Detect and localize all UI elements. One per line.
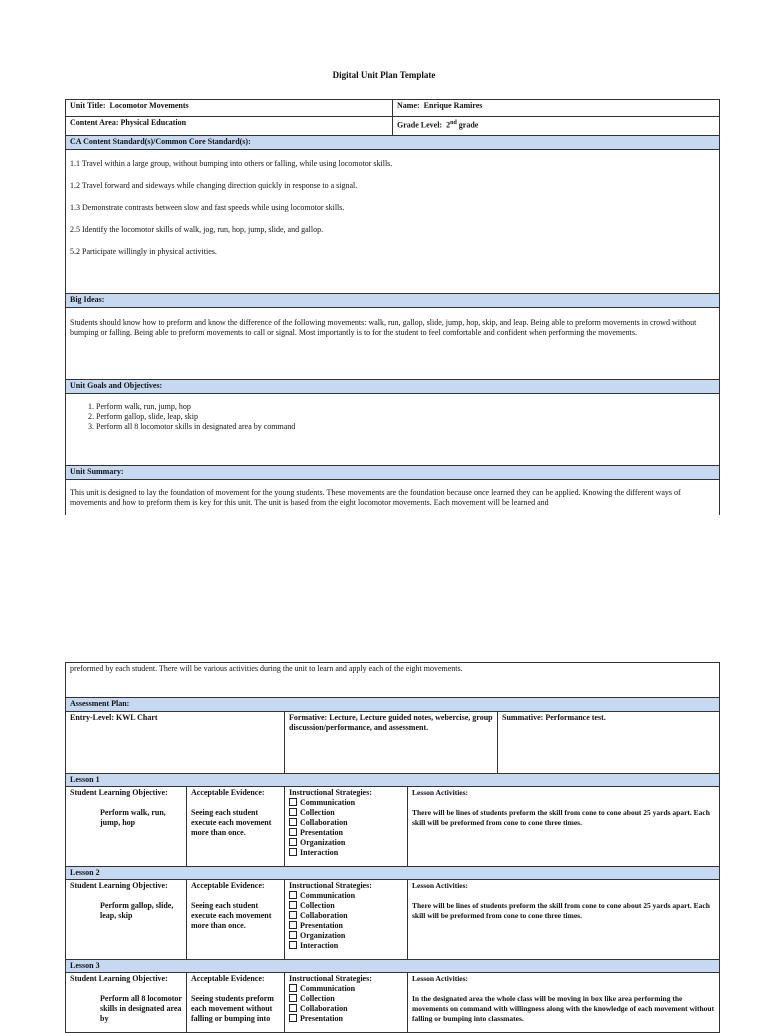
- lesson-1-evidence: Acceptable Evidence: Seeing each student execute each movement more than once.: [187, 787, 285, 867]
- standards-heading: CA Content Standard(s)/Common Core Standard(s):: [66, 136, 720, 150]
- lesson-3-activities: Lesson Activities: In the designated area the whole class will be moving in box like area performing the movements on command with willingness along with the knowledge of each movement without falling or bumping into classmates.: [408, 973, 720, 1033]
- assessment-heading: Assessment Plan:: [66, 698, 720, 712]
- checkbox-interaction: Interaction: [289, 941, 403, 951]
- lesson-2-strategies: Instructional Strategies: Communication Collection Collaboration Presentation Organization Interaction: [285, 880, 408, 960]
- checkbox-collaboration: Collaboration: [289, 1004, 403, 1014]
- document-title: Digital Unit Plan Template: [332, 70, 436, 80]
- checkbox-presentation: Presentation: [289, 921, 403, 931]
- goal-item: 2. Perform gallop, slide, leap, skip: [96, 412, 715, 422]
- summary-heading: Unit Summary:: [66, 466, 720, 480]
- lesson-1-activities: Lesson Activities: There will be lines of students preform the skill from cone to cone about 25 yards apart. Each skill will be preformed from cone to cone three times.: [408, 787, 720, 867]
- lesson-3-objective: Student Learning Objective: Perform all 8 locomotor skills in designated area by: [66, 973, 187, 1033]
- checkbox-collaboration: Collaboration: [289, 911, 403, 921]
- lesson-1-objective: Student Learning Objective: Perform walk, run, jump, hop: [66, 787, 187, 867]
- unit-plan-table-page1: [65, 99, 720, 515]
- entry-level-assessment: Entry-Level: KWL Chart: [66, 712, 285, 774]
- grade-level-cell: Grade Level: 2nd grade: [393, 117, 720, 136]
- goals-heading: Unit Goals and Objectives:: [66, 380, 720, 394]
- standard-item: 1.2 Travel forward and sideways while changing direction quickly in response to a signal.: [70, 181, 358, 190]
- standard-item: 5.2 Participate willingly in physical activities.: [70, 247, 217, 256]
- content-area-value: Physical Education: [120, 118, 187, 127]
- checkbox-collection: Collection: [289, 808, 403, 818]
- lesson-3-evidence: Acceptable Evidence: Seeing students preform each movement without falling or bumping into: [187, 973, 285, 1033]
- standard-item: 1.3 Demonstrate contrasts between slow and fast speeds while using locomotor skills.: [70, 203, 345, 212]
- checkbox-collection: Collection: [289, 901, 403, 911]
- name-cell: Name: Enrique Ramires: [393, 100, 720, 117]
- formative-assessment: Formative: Lecture, Lecture guided notes, webercise, group discussion/performance, and assessment.: [285, 712, 498, 774]
- big-ideas-text: Students should know how to preform and know the difference of the following movements: walk, run, gallop, slide, jump, hop, skip, and leap. Being able to preform movements in crowd without bumping or falling. Being able to preform movements to call or signal. Most importantly is to for the student to feel comfortable and confident when performing the movements.: [66, 308, 720, 380]
- lesson-3-strategies: Instructional Strategies: Communication Collection Collaboration Presentation: [285, 973, 408, 1033]
- big-ideas-heading: Big Ideas:: [66, 294, 720, 308]
- standard-item: 1.1 Travel within a large group, without bumping into others or falling, while using locomotor skills.: [70, 159, 393, 168]
- goal-item: 3. Perform all 8 locomotor skills in designated area by command: [96, 422, 715, 432]
- lesson-2-evidence: Acceptable Evidence: Seeing each student execute each movement more than once.: [187, 880, 285, 960]
- unit-plan-table-page2: [65, 662, 720, 1033]
- lesson-2-heading: Lesson 2: [66, 867, 720, 880]
- summative-assessment: Summative: Performance test.: [498, 712, 720, 774]
- unit-title-value: Locomotor Movements: [109, 101, 189, 110]
- checkbox-communication: Communication: [289, 798, 403, 808]
- checkbox-organization: Organization: [289, 931, 403, 941]
- lesson-3-heading: Lesson 3: [66, 960, 720, 973]
- summary-continued: preformed by each student. There will be various activities during the unit to learn and apply each of the eight movements.: [66, 663, 720, 698]
- checkbox-communication: Communication: [289, 984, 403, 994]
- checkbox-communication: Communication: [289, 891, 403, 901]
- name-value: Enrique Ramires: [423, 101, 483, 110]
- checkbox-presentation: Presentation: [289, 828, 403, 838]
- summary-text: This unit is designed to lay the foundation of movement for the young students. These movements are the foundation because once learned they can be applied. Knowing the different ways of movements and how to preform them is key for this unit. The unit is based from the eight locomotor movements. Each movement will be learned and: [66, 480, 720, 515]
- goals-list: [66, 394, 720, 466]
- lesson-1-heading: Lesson 1: [66, 774, 720, 787]
- lesson-2-objective: Student Learning Objective: Perform gallop, slide, leap, skip: [66, 880, 187, 960]
- goal-item: 1. Perform walk, run, jump, hop: [96, 402, 715, 412]
- lesson-1-strategies: Instructional Strategies: Communication Collection Collaboration Presentation Organization Interaction: [285, 787, 408, 867]
- unit-title-cell: Unit Title: Locomotor Movements: [66, 100, 393, 117]
- standards-list: [66, 150, 720, 294]
- lesson-2-activities: Lesson Activities: There will be lines of students preform the skill from cone to cone about 25 yards apart. Each skill will be preformed from cone to cone three times.: [408, 880, 720, 960]
- content-area-cell: Content Area: Physical Education: [66, 117, 393, 136]
- checkbox-interaction: Interaction: [289, 848, 403, 858]
- standard-item: 2.5 Identify the locomotor skills of walk, jog, run, hop, jump, slide, and gallop.: [70, 225, 324, 234]
- checkbox-collection: Collection: [289, 994, 403, 1004]
- checkbox-presentation: Presentation: [289, 1014, 403, 1024]
- checkbox-organization: Organization: [289, 838, 403, 848]
- checkbox-collaboration: Collaboration: [289, 818, 403, 828]
